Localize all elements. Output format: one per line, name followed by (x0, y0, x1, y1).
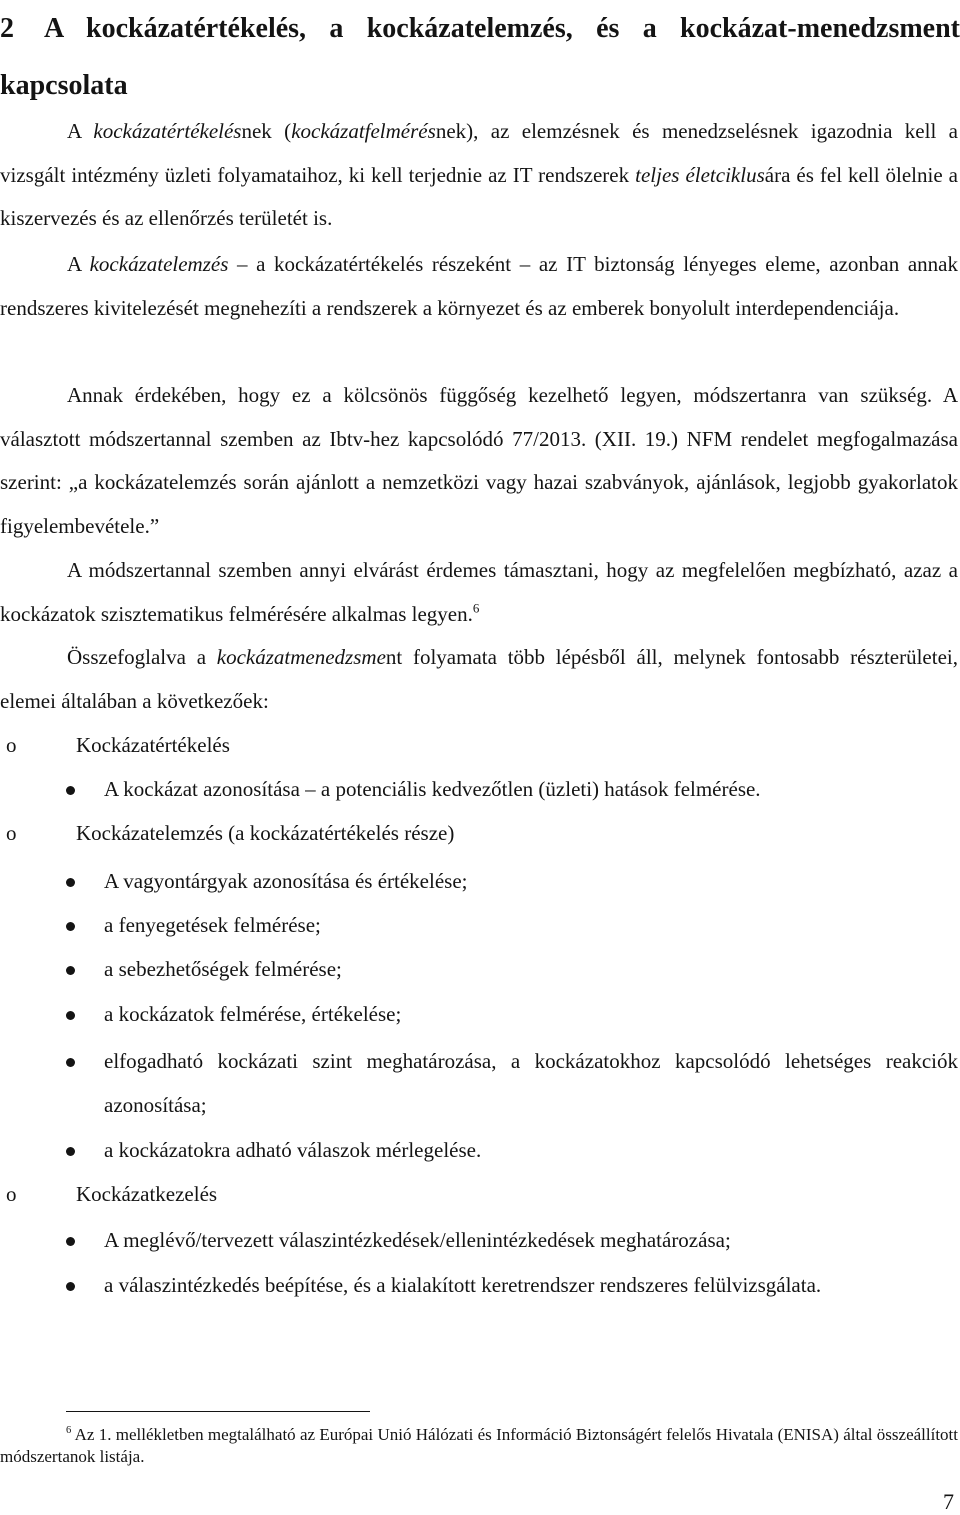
section-title: A kockázatértékelés, a kockázatelemzés, és a kockázat-menedzsment kapcsolata (0, 13, 960, 101)
paragraph-text: A módszertannal szemben annyi elvárást érdemes támasztani, hogy az megfelelően megbízható, azaz a kockázatok szisztematikus felmérésére alkalmas legyen. (0, 558, 958, 626)
bullet-icon (66, 1058, 75, 1067)
paragraph-text: nek), az elemzésnek és menedzselésnek igazodnia kell a vizsgált intézmény üzleti folyamataihoz, ki kell terjednie az IT rendszerek (0, 119, 958, 187)
emphasis-term: kockázatelemzés (89, 252, 229, 276)
list-item-text: a fenyegetések felmérése; (104, 913, 321, 937)
list-item-text: a válaszintézkedés beépítése, és a kialakított keretrendszer rendszeres felülvizsgálata. (104, 1273, 822, 1297)
footnote-number: 6 (66, 1425, 72, 1437)
bullet-icon (66, 966, 75, 975)
paragraph-text: Annak érdekében, hogy ez a kölcsönös függőség kezelhető legyen, módszertanra van szükség. A választott módszertannal szemben az Ibtv-hez kapcsolódó 77/2013. (XII. 19.) NFM rendelet megfogalmazása szerint: „a kockázatelemzés során ajánlott a nemzetközi vagy hazai szabványok, ajánlások, legjobb gyakorlatok figyelembevétele.” (0, 383, 958, 538)
list-marker: o (6, 1182, 17, 1206)
list-item-text: A kockázat azonosítása – a potenciális kedvezőtlen (üzleti) hatások felmérése. (104, 777, 761, 801)
list-item-text: elfogadható kockázati szint meghatározása, a kockázatokhoz kapcsolódó lehetséges reakciók azonosítása; (104, 1049, 958, 1117)
bullet-icon (66, 922, 75, 931)
footnote-separator (66, 1411, 370, 1412)
list-group-label: Kockázatkezelés (76, 1182, 218, 1206)
bullet-icon (66, 786, 75, 795)
list-item-text: a kockázatok felmérése, értékelése; (104, 1002, 402, 1026)
paragraph-text: nt folyamata több lépésből áll, melynek fontosabb részterületei, elemei általában a következőek: (0, 645, 958, 713)
paragraph-text: – a kockázatértékelés részeként – az IT biztonság lényeges eleme, azonban annak rendszeres kivitelezését megnehezíti a rendszerek a környezet és az emberek bonyolult interdependenciája. (0, 252, 958, 320)
section-heading (0, 0, 960, 114)
list-marker: o (6, 821, 17, 845)
list-group-label: Kockázatértékelés (76, 733, 230, 757)
bullet-icon (66, 1282, 75, 1291)
footnote-text: Az 1. mellékletben megtalálható az Európai Unió Hálózati és Információ Biztonságért felelős Hivatala (ENISA) által összeállított módszertanok listája. (0, 1425, 959, 1466)
paragraph-risk-analysis (0, 243, 958, 330)
bullet-icon (66, 878, 75, 887)
list-item-text: a kockázatokra adható válaszok mérlegelése. (104, 1138, 482, 1162)
emphasis-term: kockázatmenedzsme (216, 645, 386, 669)
paragraph-methodology (0, 374, 958, 548)
list-item-text: A meglévő/tervezett válaszintézkedések/ellenintézkedések meghatározása; (104, 1228, 731, 1252)
paragraph-summary (0, 636, 958, 723)
bullet-icon (66, 1237, 75, 1246)
list-marker: o (6, 733, 17, 757)
paragraph-expectation (0, 549, 958, 636)
footnote-reference[interactable]: 6 (472, 600, 480, 616)
paragraph-intro (0, 110, 958, 241)
page-number: 7 (943, 1489, 954, 1514)
bullet-icon (66, 1011, 75, 1020)
paragraph-text: nek ( (241, 119, 292, 143)
emphasis-term: teljes életciklus (635, 162, 765, 187)
list-group-label: Kockázatelemzés (a kockázatértékelés része) (76, 821, 455, 845)
list-item-text: A vagyontárgyak azonosítása és értékelése; (104, 869, 468, 893)
emphasis-term: kockázatfelmérés (291, 119, 436, 143)
list-item-text: a sebezhetőségek felmérése; (104, 957, 342, 981)
emphasis-term: kockázatértékelés (93, 119, 242, 143)
paragraph-text: Összefoglalva a (67, 645, 217, 669)
paragraph-text: A (67, 252, 90, 276)
footnote (0, 1424, 958, 1468)
section-number: 2 (0, 13, 14, 44)
paragraph-text: A (67, 119, 94, 143)
bullet-icon (66, 1147, 75, 1156)
paragraph-text: ára és fel kell ölelnie a kiszervezés és az ellenőrzés területét is. (0, 162, 958, 230)
